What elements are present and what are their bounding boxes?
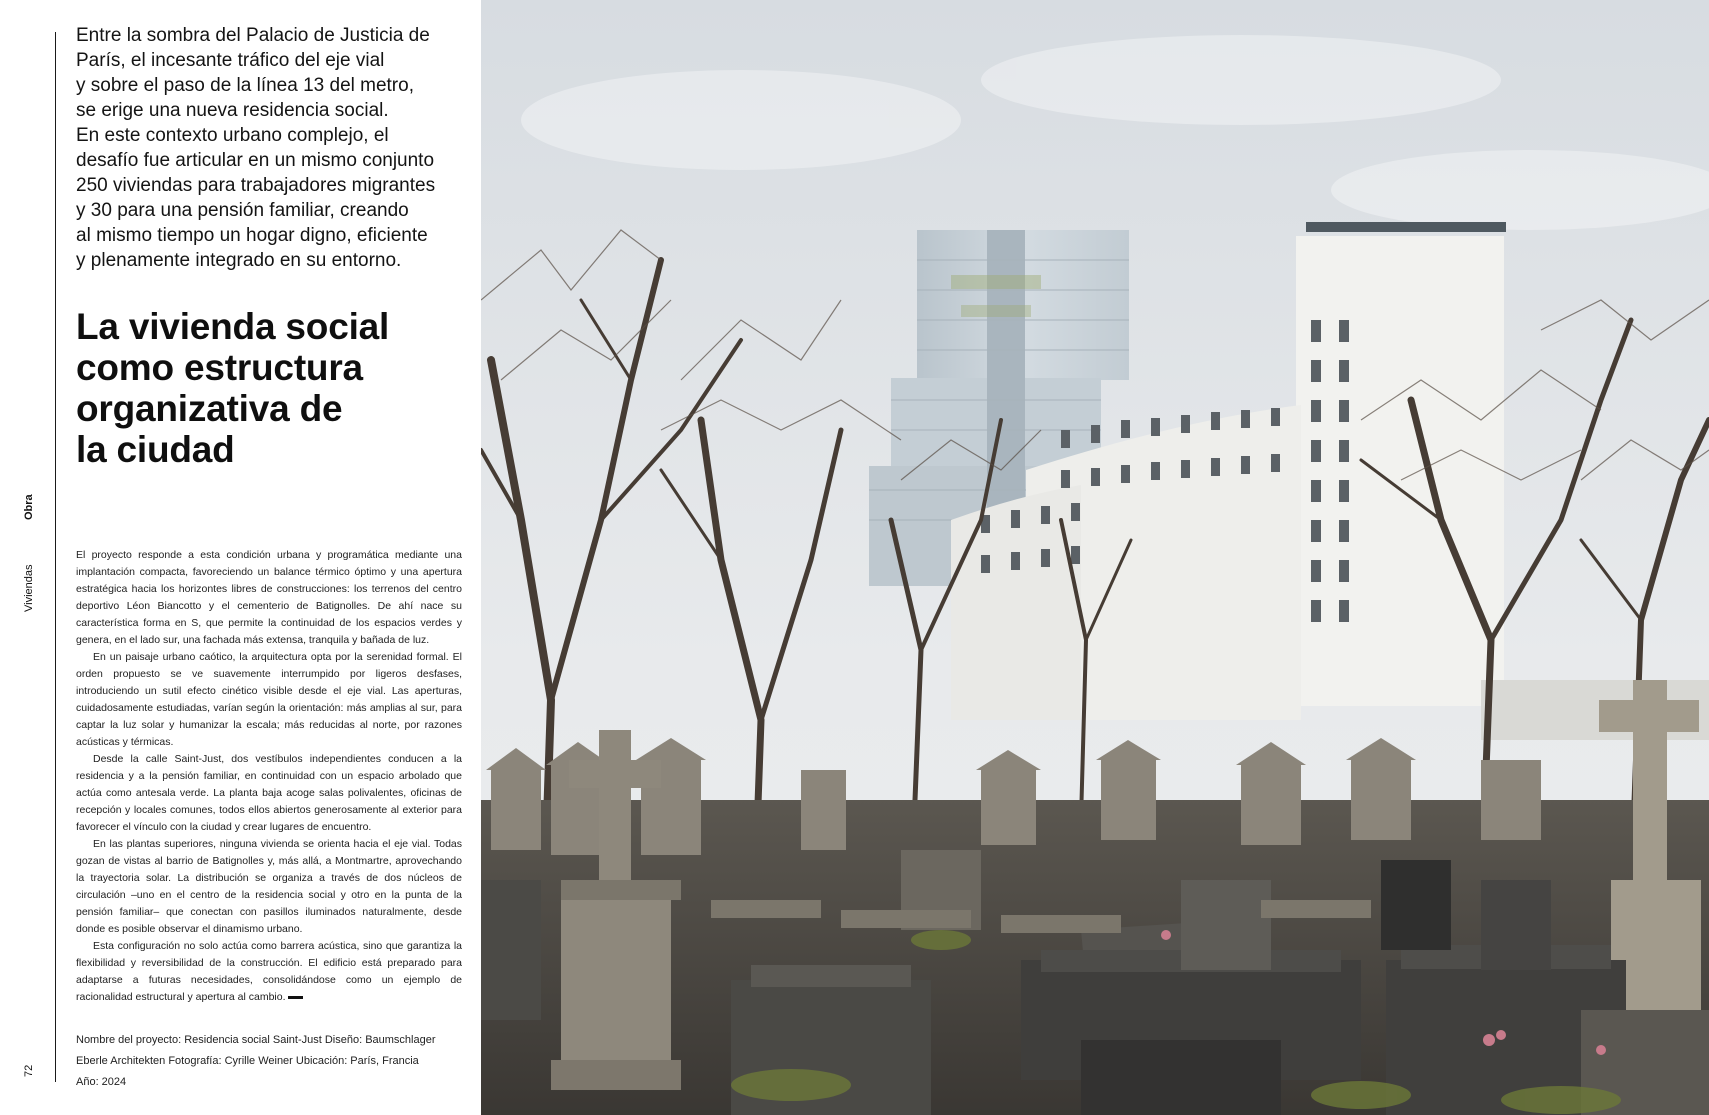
intro-line: En este contexto urbano complejo, el	[76, 125, 389, 146]
cemetery-photo	[481, 0, 1709, 1115]
credits-line: Año: 2024	[76, 1076, 127, 1088]
photo-illustration	[481, 0, 1709, 1115]
intro-line: al mismo tiempo un hogar digno, eficiente	[76, 225, 428, 246]
vertical-rule	[55, 32, 56, 1082]
body-paragraph: En las plantas superiores, ninguna vivienda se orienta hacia el eje vial. Todas gozan de vistas al barrio de Batignolles y, más allá, a Montmartre, aprovechando la trayectoria solar. La distribución se organiza a través de dos núcleos de circulación –uno en el centro de la residencia social y otro en la punta de la pensión familiar– que conectan con pasillos iluminados naturalmente, desde donde es posible observar el dinamismo urbano.	[76, 838, 462, 935]
intro-paragraph	[76, 23, 466, 273]
headline-line: como estructura	[76, 347, 363, 388]
chapels	[486, 738, 1541, 855]
body-paragraph	[76, 938, 462, 1006]
project-credits	[76, 1030, 462, 1093]
article-headline	[76, 306, 476, 470]
credits-line: Eberle Architekten Fotografía: Cyrille Weiner Ubicación: París, Francia	[76, 1055, 419, 1067]
intro-line: y 30 para una pensión familiar, creando	[76, 200, 409, 221]
body-paragraph: En un paisaje urbano caótico, la arquitectura opta por la serenidad formal. El orden propuesto se ve suavemente interrumpido por ligeros desfases, introduciendo un sutil efecto cinético visible desde el eje vial. Las aperturas, cuidadosamente estudiadas, varían según la orientación: más amplias al sur, para captar la luz solar y humanizar la escala; más reducidas al norte, por razones acústicas y térmicas.	[76, 651, 462, 748]
headline-line: organizativa de	[76, 388, 343, 429]
section-label: Obra	[23, 494, 35, 520]
intro-line: Entre la sombra del Palacio de Justicia de	[76, 25, 430, 46]
credits-line: Nombre del proyecto: Residencia social Saint-Just Diseño: Baumschlager	[76, 1034, 436, 1046]
intro-line: y plenamente integrado en su entorno.	[76, 250, 402, 271]
article-body	[76, 547, 462, 1006]
headline-line: la ciudad	[76, 429, 235, 470]
intro-line: desafío fue articular en un mismo conjunto	[76, 150, 435, 171]
intro-line: 250 viviendas para trabajadores migrantes	[76, 175, 436, 196]
page-number: 72	[23, 1064, 35, 1077]
headline-line: La vivienda social	[76, 306, 390, 347]
body-paragraph: Desde la calle Saint-Just, dos vestíbulos independientes conducen a la residencia y a la pensión familiar, en continuidad con un espacio arbolado que actúa como antesala verde. La planta baja acoge salas polivalentes, oficinas de recepción y locales comunes, todos ellos abiertos generosamente al exterior para favorecer el vínculo con la ciudad y crear lugares de encuentro.	[76, 753, 462, 833]
intro-line: París, el incesante tráfico del eje vial	[76, 50, 385, 71]
end-mark	[288, 996, 303, 999]
body-paragraph: El proyecto responde a esta condición urbana y programática mediante una implantación compacta, favoreciendo un balance térmico óptimo y una apertura estratégica hacia los horizontes libres de construcciones: los terrenos del centro deportivo Léon Biancotto y el cementerio de Batignolles. De ahí nace su característica forma en S, que permite la continuidad de los espacios verdes y genera, en el lado sur, una fachada más extensa, tranquila y bañada de luz.	[76, 549, 462, 646]
category-label: Viviendas	[23, 564, 35, 612]
intro-line: se erige una nueva residencia social.	[76, 100, 389, 121]
intro-line: y sobre el paso de la línea 13 del metro,	[76, 75, 414, 96]
body-paragraph-text: Esta configuración no solo actúa como barrera acústica, sino que garantiza la flexibilidad y reversibilidad de la construcción. El edificio está preparado para adaptarse a futuras necesidades, consolidándose como un ejemplo de racionalidad estructural y apertura al cambio.	[76, 940, 462, 1003]
text-page	[0, 0, 481, 1115]
